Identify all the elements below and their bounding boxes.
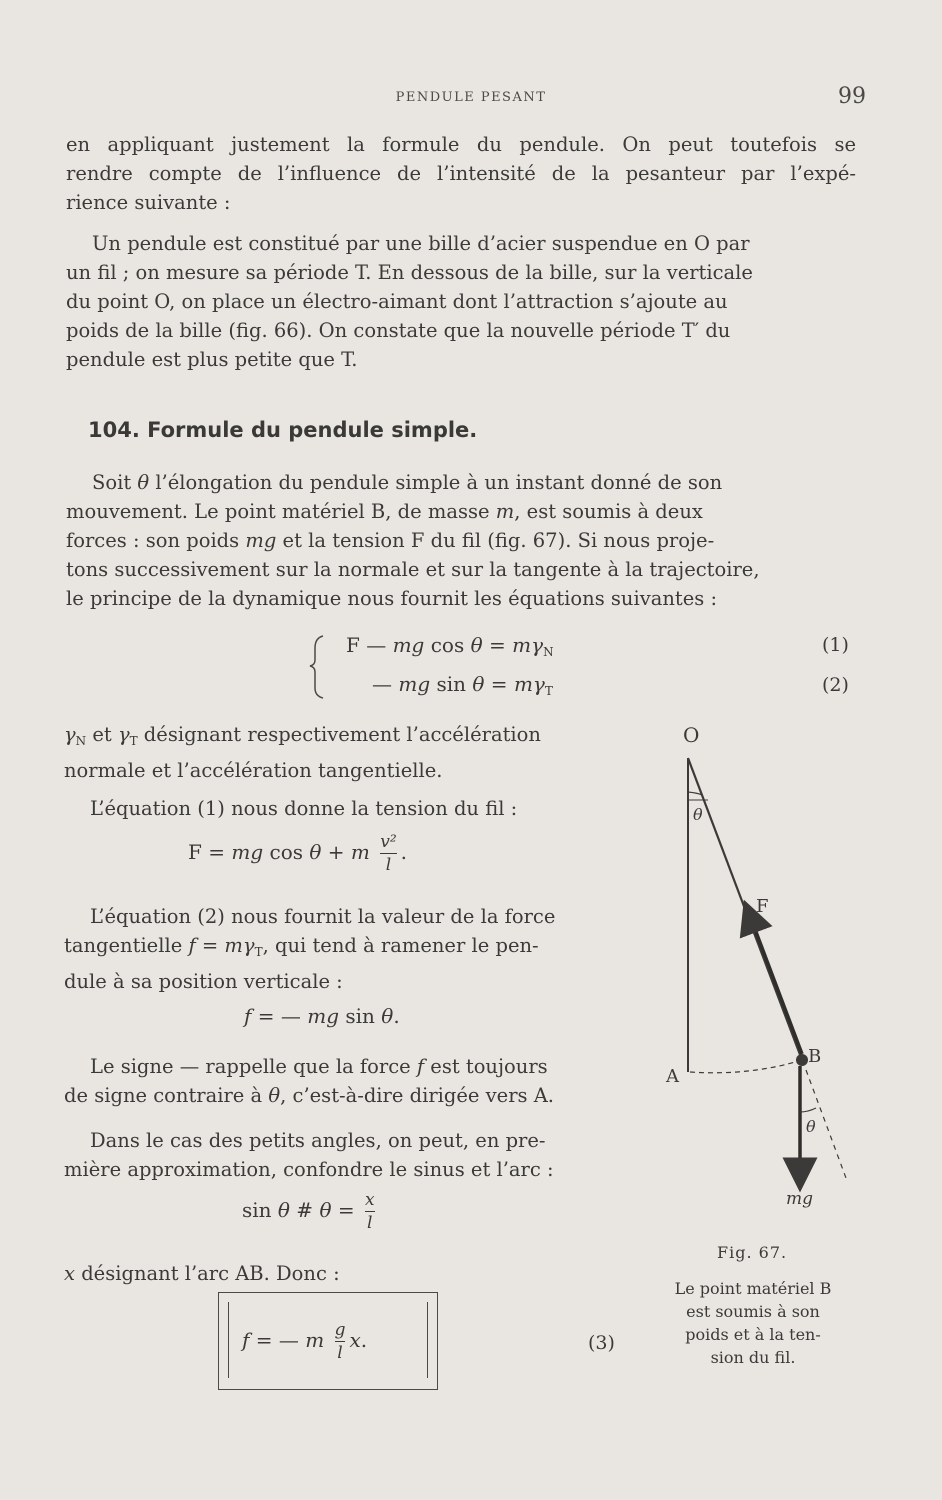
gamma-line-2: normale et l’accélération tangentielle. xyxy=(64,759,443,782)
small-angles-line-2: mière approximation, confondre le sinus et l’arc : xyxy=(64,1158,554,1181)
text: = xyxy=(195,934,225,957)
tension-intro: L’équation (1) nous donne la tension du fil : xyxy=(90,797,518,820)
gamma-symbol: mγ xyxy=(224,934,255,957)
gamma-t: γ xyxy=(117,723,130,746)
eq-f: f xyxy=(242,1328,250,1352)
fraction-denominator: l xyxy=(367,1213,373,1233)
sub-t: T xyxy=(254,945,263,959)
experiment-line-4: poids de la bille (fig. 66). On constate que la nouvelle période T′ du xyxy=(66,319,731,342)
eq-rhs: mγ xyxy=(512,633,544,657)
label-o: O xyxy=(683,723,700,747)
eq-approx: # xyxy=(289,1198,320,1222)
text: et la tension F du fil (fig. 67). Si nous proje- xyxy=(276,529,715,552)
trajectory-arc xyxy=(690,1060,802,1073)
tangential-equation xyxy=(244,1004,400,1028)
eq-theta: θ xyxy=(472,672,485,696)
label-f: F xyxy=(756,896,769,917)
theta-arc-bottom xyxy=(800,1108,816,1112)
eq-m: m xyxy=(350,840,370,864)
eq-equals: = xyxy=(482,633,513,657)
figure-title: Fig. 67. xyxy=(717,1243,788,1262)
caption-line-4: sion du fil. xyxy=(710,1348,796,1367)
body-paragraph xyxy=(66,468,856,613)
eq-mg: mg xyxy=(392,633,425,657)
eq-theta: θ xyxy=(381,1004,394,1028)
caption-line-3: poids et à la ten- xyxy=(685,1325,821,1344)
eq-cos: cos xyxy=(424,633,471,657)
text: est toujours xyxy=(424,1055,548,1078)
text: tangentielle xyxy=(64,934,189,957)
caption-line-1: Le point matériel B xyxy=(674,1279,832,1298)
body-line-3 xyxy=(66,526,856,555)
eq-mid: = — xyxy=(251,1004,308,1028)
equation-2-number: (2) xyxy=(822,674,849,696)
eq-sub: N xyxy=(543,645,554,659)
body-line-1 xyxy=(66,468,856,497)
eq-rhs: mγ xyxy=(513,672,545,696)
body-line-5: le principe de la dynamique nous fournit les équations suivantes : xyxy=(66,587,718,610)
label-theta-bottom: θ xyxy=(806,1117,816,1136)
experiment-paragraph xyxy=(66,229,856,374)
eq-x: x xyxy=(349,1328,361,1352)
body-line-2 xyxy=(66,497,856,526)
eq-f: f xyxy=(244,1004,252,1028)
gamma-line-1 xyxy=(64,720,626,756)
eq-sub: T xyxy=(544,684,553,698)
text: , est soumis à deux xyxy=(514,500,703,523)
eq-theta: θ xyxy=(470,633,483,657)
weight-symbol: mg xyxy=(245,529,277,552)
eq-equals: = xyxy=(331,1198,361,1222)
text: Soit xyxy=(92,471,138,494)
fraction-numerator: g xyxy=(334,1320,346,1340)
eq-mg: mg xyxy=(307,1004,340,1028)
eq-text: F = xyxy=(188,840,232,864)
fraction-bar xyxy=(380,853,396,854)
eq-mg: mg xyxy=(231,840,264,864)
section-heading: 104. Formule du pendule simple. xyxy=(88,418,478,442)
bob-b xyxy=(796,1054,808,1066)
eq-end: . xyxy=(400,840,408,864)
fraction-x-over-l xyxy=(365,1190,375,1233)
text: et xyxy=(86,723,118,746)
final-equation xyxy=(242,1320,367,1363)
eq-text: F — xyxy=(346,633,393,657)
intro-paragraph xyxy=(66,130,856,217)
eq-mid: = — xyxy=(249,1328,306,1352)
eq-sin: sin xyxy=(339,1004,382,1028)
eq-mg: mg xyxy=(398,672,431,696)
tangential-line-1: L’équation (2) nous fournit la valeur de la force xyxy=(90,905,556,928)
fraction-bar xyxy=(335,1341,346,1342)
f-symbol: f xyxy=(416,1055,425,1078)
text: l’élongation du pendule simple à un instant donné de son xyxy=(149,471,723,494)
small-angle-equation xyxy=(242,1190,379,1233)
text: désignant l’arc AB. Donc : xyxy=(75,1262,340,1285)
text: Le signe — rappelle que la force xyxy=(90,1055,417,1078)
text: forces : son poids xyxy=(66,529,246,552)
tension-arrow xyxy=(750,916,802,1054)
f-symbol: f xyxy=(188,934,196,957)
fraction-numerator: x xyxy=(364,1190,375,1210)
sign-paragraph xyxy=(64,1052,626,1110)
system-brace xyxy=(305,632,329,700)
text: de signe contraire à xyxy=(64,1084,269,1107)
equation-1-number: (1) xyxy=(822,634,849,656)
x-symbol: x xyxy=(64,1262,75,1285)
label-mg: mg xyxy=(786,1189,814,1209)
eq-end: . xyxy=(393,1004,400,1028)
experiment-line-2: un fil ; on mesure sa période T. En dessous de la bille, sur la verticale xyxy=(66,261,753,284)
fraction-g-over-l xyxy=(335,1320,346,1363)
text: désignant respectivement l’accélération xyxy=(137,723,541,746)
intro-line-2: rendre compte de l’influence de l’intensité de la pesanteur par l’expé- xyxy=(66,162,856,185)
tension-equation xyxy=(188,832,407,875)
text: mouvement. Le point matériel B, de masse xyxy=(66,500,496,523)
equation-2 xyxy=(372,672,553,698)
eq-text: — xyxy=(372,672,399,696)
pendulum-figure xyxy=(650,720,890,1220)
tangential-paragraph xyxy=(64,902,626,996)
eq-end: . xyxy=(360,1328,368,1352)
fraction-v2-over-l xyxy=(380,832,396,875)
arc-line xyxy=(64,1259,626,1288)
label-b: B xyxy=(808,1046,822,1067)
eq-theta: θ xyxy=(319,1198,332,1222)
tangential-line-2 xyxy=(64,931,626,967)
body-line-4: tons successivement sur la normale et sur la tangente à la trajectoire, xyxy=(66,558,760,581)
mass-symbol: m xyxy=(495,500,515,523)
theta-symbol: θ xyxy=(137,471,150,494)
label-a: A xyxy=(666,1066,679,1087)
eq-m: m xyxy=(305,1328,325,1352)
eq-theta: θ xyxy=(277,1198,290,1222)
caption-line-2: est soumis à son xyxy=(686,1302,820,1321)
eq-theta: θ xyxy=(309,840,322,864)
sign-line-1 xyxy=(64,1052,626,1081)
equation-1 xyxy=(346,633,554,659)
page-number: 99 xyxy=(838,84,866,109)
small-angles-line-1: Dans le cas des petits angles, on peut, en pre- xyxy=(90,1129,546,1152)
gamma-n: γ xyxy=(64,723,76,746)
eq-plus: + xyxy=(321,840,351,864)
tangential-line-3: dule à sa position verticale : xyxy=(64,970,343,993)
equation-3-number: (3) xyxy=(588,1332,615,1354)
small-angles-paragraph xyxy=(64,1126,626,1184)
eq-sin: sin xyxy=(242,1198,278,1222)
sub-t: T xyxy=(129,734,138,748)
intro-line-1: en appliquant justement la formule du pendule. On peut toutefois se xyxy=(66,133,856,156)
fraction-denominator: l xyxy=(385,855,392,875)
experiment-line-3: du point O, on place un électro-aimant dont l’attraction s’ajoute au xyxy=(66,290,728,313)
pendulum-thread xyxy=(688,758,802,1060)
fraction-denominator: l xyxy=(337,1343,343,1363)
theta-symbol: θ xyxy=(268,1084,281,1107)
gamma-paragraph xyxy=(64,720,626,785)
eq-sin: sin xyxy=(430,672,473,696)
experiment-line-5: pendule est plus petite que T. xyxy=(66,348,358,371)
eq-cos: cos xyxy=(263,840,310,864)
fraction-numerator: v² xyxy=(380,832,397,852)
running-header: PENDULE PESANT xyxy=(395,90,547,105)
eq-equals: = xyxy=(484,672,514,696)
sign-line-2 xyxy=(64,1081,626,1110)
experiment-line-1: Un pendule est constitué par une bille d’acier suspendue en O par xyxy=(92,232,750,255)
figure-caption xyxy=(648,1277,858,1369)
text: , qui tend à ramener le pen- xyxy=(262,934,539,957)
fraction-bar xyxy=(365,1211,375,1212)
label-theta-top: θ xyxy=(693,805,703,824)
text: , c’est-à-dire dirigée vers A. xyxy=(280,1084,555,1107)
intro-line-3: rience suivante : xyxy=(66,191,231,214)
sub-n: N xyxy=(75,734,87,748)
